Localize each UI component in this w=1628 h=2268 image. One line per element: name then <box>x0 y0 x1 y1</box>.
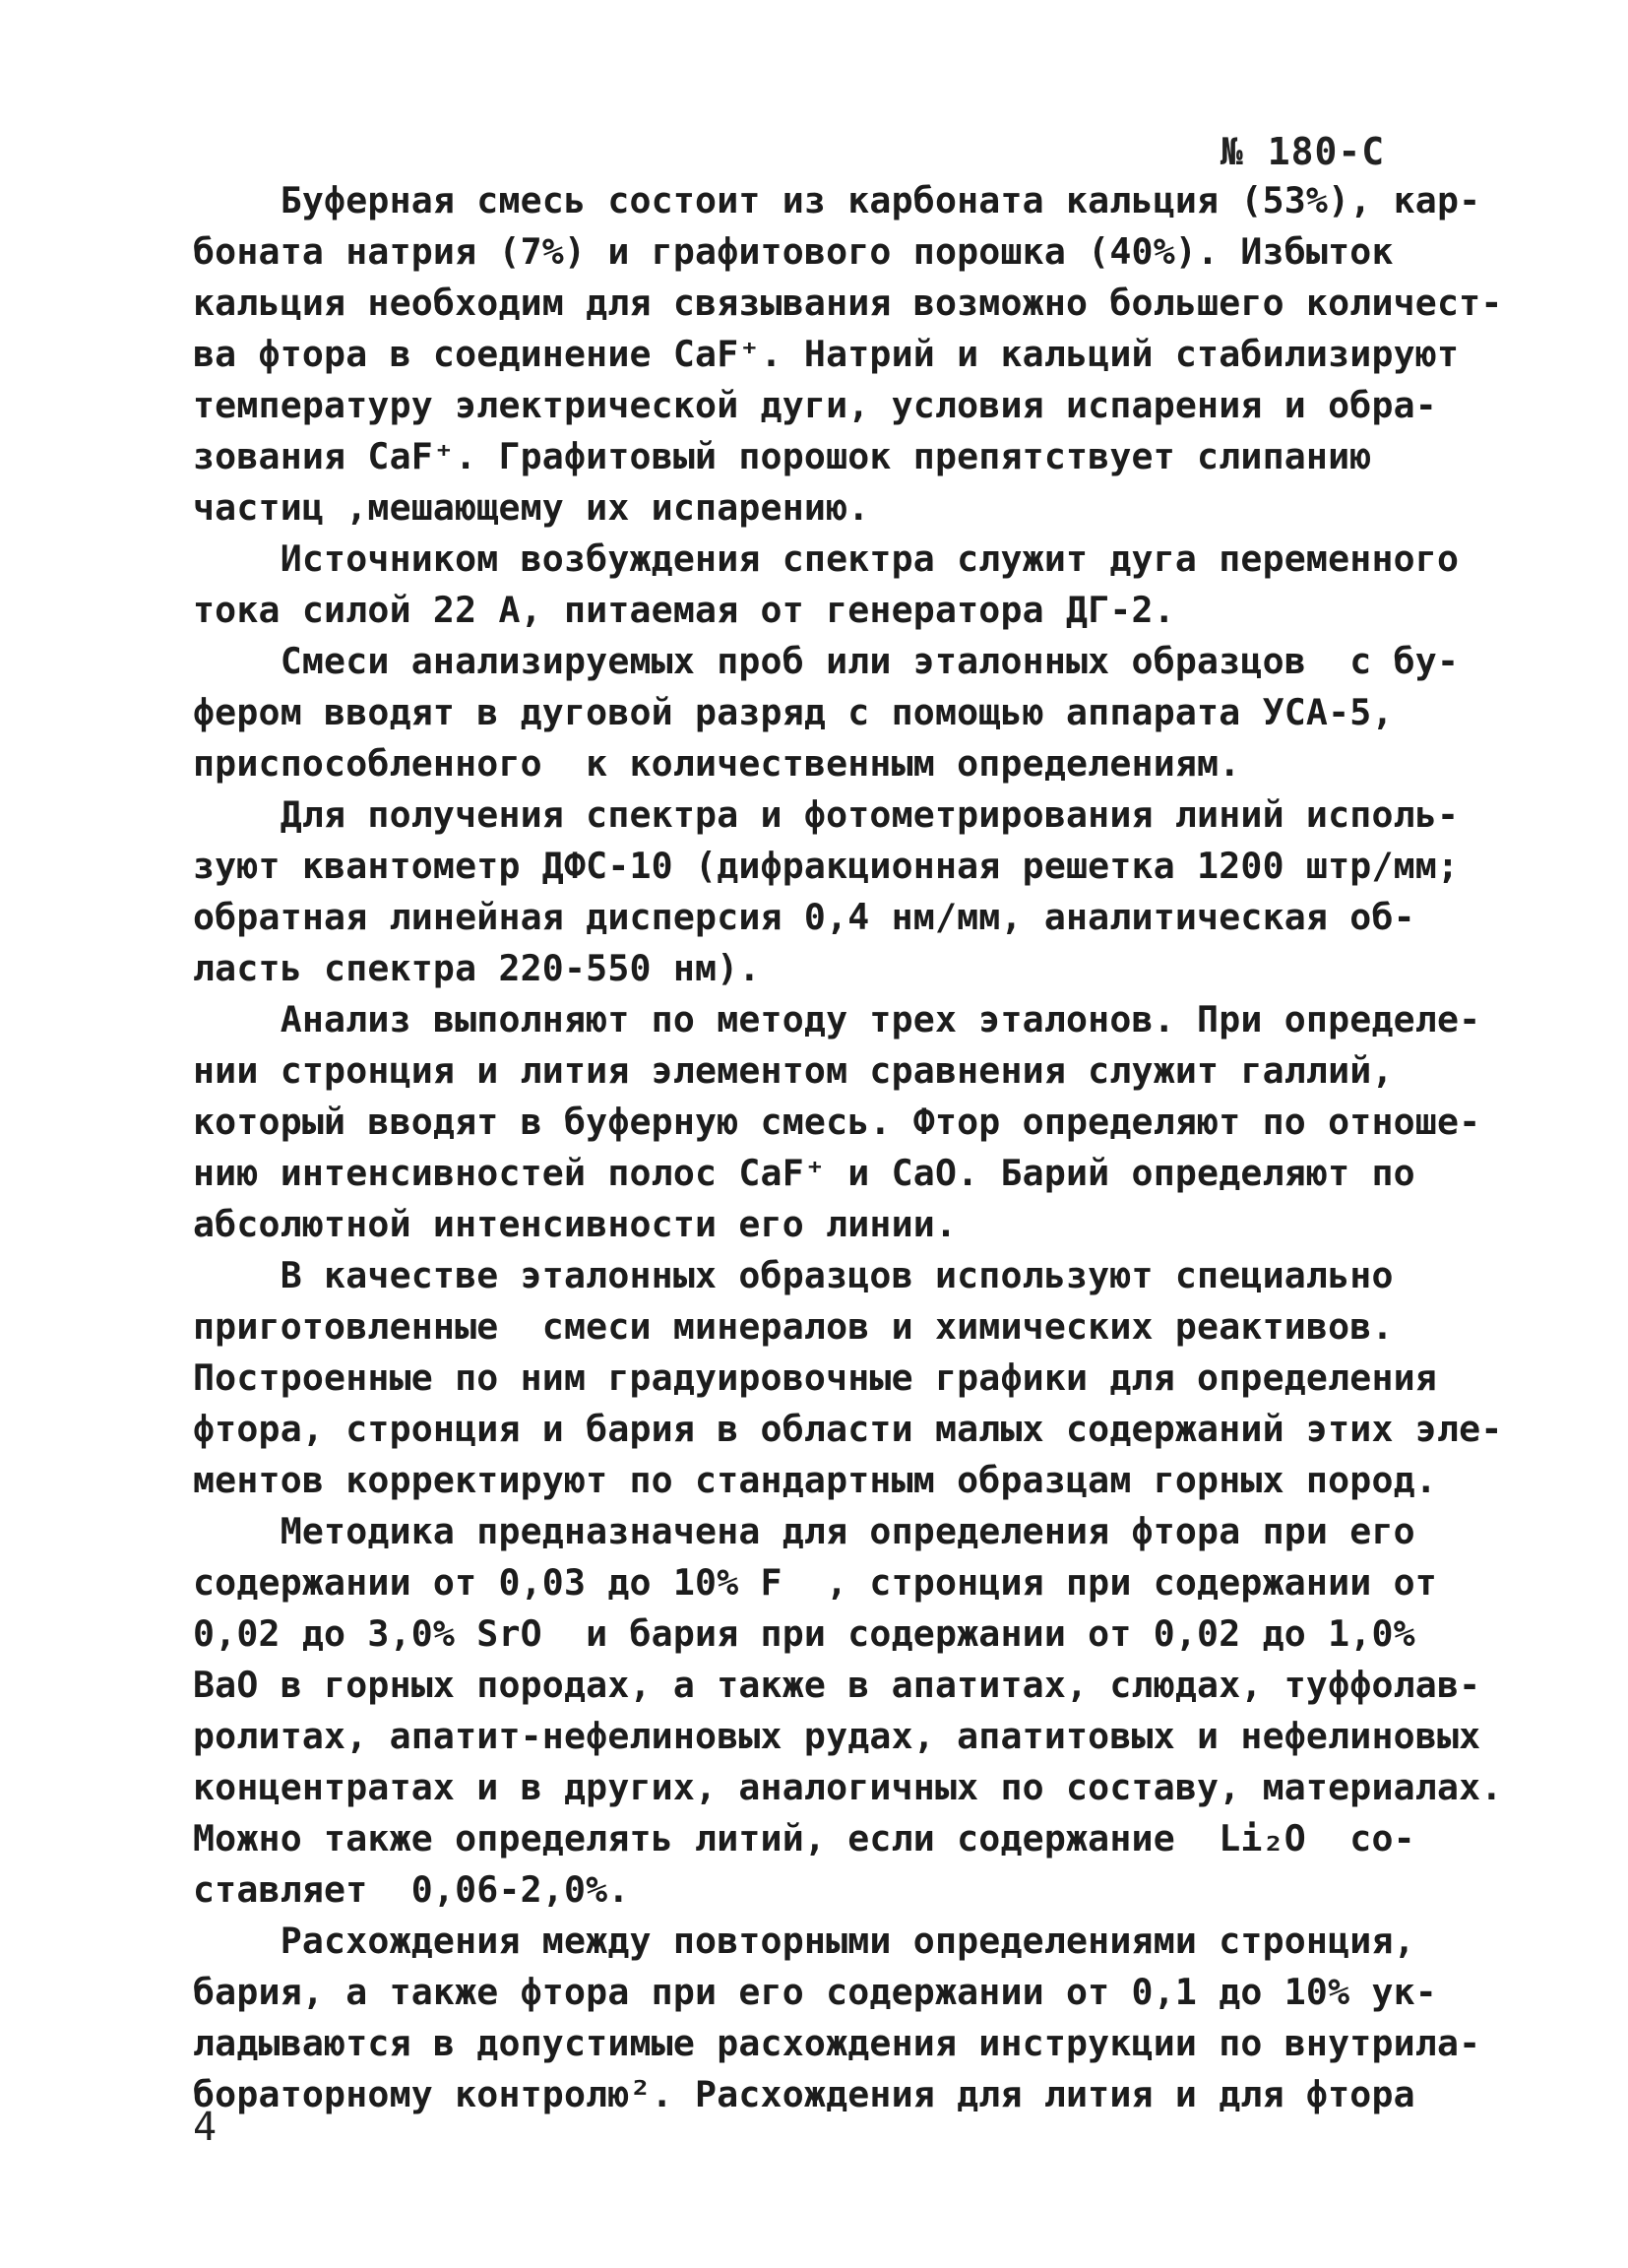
text-line: обратная линейная дисперсия 0,4 нм/мм, аналитическая об- <box>193 896 1415 938</box>
text-line: нию интенсивностей полос CaF⁺ и CaO. Барий определяют по <box>193 1152 1415 1194</box>
text-line: нии стронция и лития элементом сравнения служит галлий, <box>193 1049 1394 1092</box>
text-line: Расхождения между повторными определениями стронция, <box>193 1920 1415 1962</box>
text-line: приспособленного к количественным определениям. <box>193 742 1241 785</box>
text-line: фером вводят в дуговой разряд с помощью аппарата УСА-5, <box>193 691 1394 733</box>
text-line: Анализ выполняют по методу трех эталонов. При определе- <box>193 998 1481 1040</box>
text-line: Для получения спектра и фотометрирования линий исполь- <box>193 793 1460 836</box>
text-line: Буферная смесь состоит из карбоната кальция (53%), кар- <box>193 179 1481 221</box>
text-line: Построенные по ним градуировочные графики для определения <box>193 1356 1437 1399</box>
text-line: зуют квантометр ДФС-10 (дифракционная решетка 1200 штр/мм; <box>193 845 1460 887</box>
text-line: BaO в горных породах, а также в апатитах, слюдах, туффолав- <box>193 1664 1481 1706</box>
text-line: бораторному контролю². Расхождения для лития и для фтора <box>193 2073 1415 2115</box>
text-line: Источником возбуждения спектра служит дуга переменного <box>193 537 1460 580</box>
text-line: боната натрия (7%) и графитового порошка (40%). Избыток <box>193 230 1394 273</box>
text-line: тока силой 22 А, питаемая от генератора ДГ-2. <box>193 589 1175 631</box>
text-line: фтора, стронция и бария в области малых содержаний этих эле- <box>193 1408 1503 1450</box>
text-line: В качестве эталонных образцов используют специально <box>193 1254 1394 1296</box>
text-line: Можно также определять литий, если содержание Li₂O со- <box>193 1817 1415 1859</box>
text-line: бария, а также фтора при его содержании от 0,1 до 10% ук- <box>193 1971 1437 2013</box>
text-line: концентратах и в других, аналогичных по составу, материалах. <box>193 1766 1503 1808</box>
text-line: кальция необходим для связывания возможно большего количест- <box>193 282 1503 324</box>
text-line: Методика предназначена для определения фтора при его <box>193 1510 1415 1552</box>
text-line: абсолютной интенсивности его линии. <box>193 1203 958 1245</box>
document-number: № 180-С <box>1221 130 1386 173</box>
page-number: 4 <box>193 2105 218 2150</box>
text-line: ментов корректируют по стандартным образцам горных пород. <box>193 1459 1437 1501</box>
text-line: приготовленные смеси минералов и химических реактивов. <box>193 1305 1394 1348</box>
text-line: содержании от 0,03 до 10% F , стронция при содержании от <box>193 1561 1437 1604</box>
body-text <box>193 175 1503 2120</box>
text-line: ставляет 0,06-2,0%. <box>193 1868 630 1911</box>
text-line: частиц ,мешающему их испарению. <box>193 486 870 529</box>
text-line: Смеси анализируемых проб или эталонных образцов с бу- <box>193 640 1460 682</box>
text-line: зования CaF⁺. Графитовый порошок препятствует слипанию <box>193 435 1372 477</box>
text-line: ласть спектра 220-550 нм). <box>193 947 761 989</box>
text-line: ладываются в допустимые расхождения инструкции по внутрила- <box>193 2022 1481 2064</box>
text-line: температуру электрической дуги, условия испарения и обра- <box>193 384 1437 426</box>
text-line: 0,02 до 3,0% SrO и бария при содержании от 0,02 до 1,0% <box>193 1612 1415 1655</box>
text-line: ва фтора в соединение CaF⁺. Натрий и кальций стабилизируют <box>193 333 1460 375</box>
text-line: который вводят в буферную смесь. Фтор определяют по отноше- <box>193 1101 1481 1143</box>
text-line: ролитах, апатит-нефелиновых рудах, апатитовых и нефелиновых <box>193 1715 1481 1757</box>
